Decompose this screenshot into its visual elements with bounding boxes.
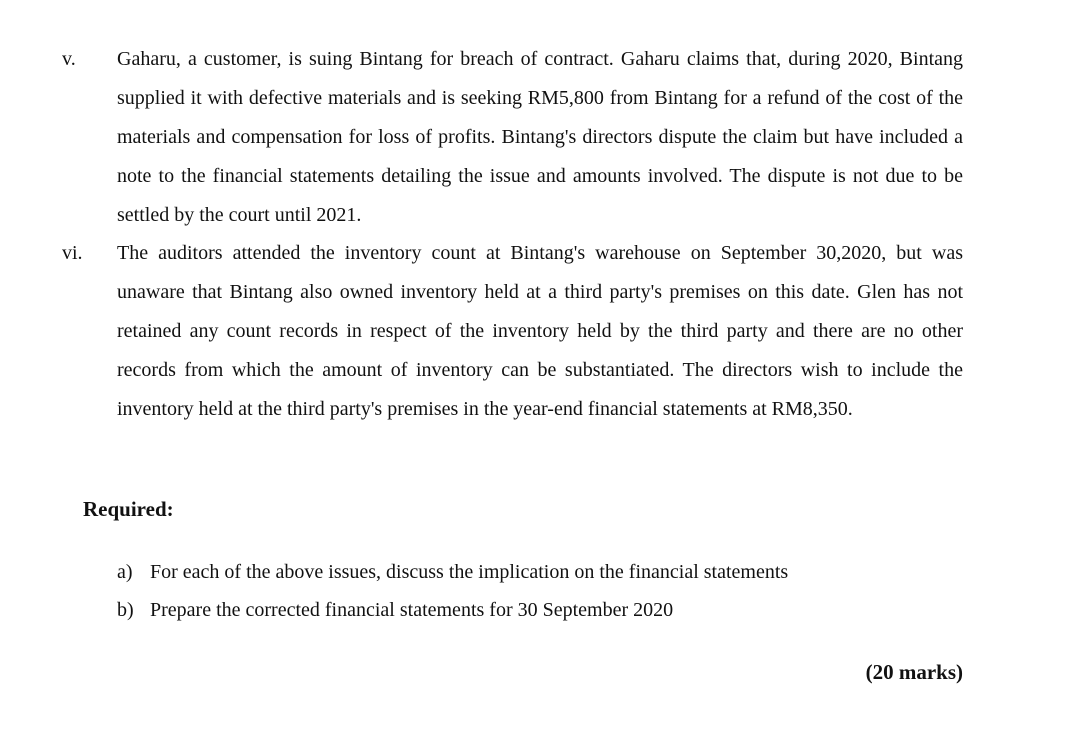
required-heading: Required: <box>83 497 174 521</box>
item-text: The auditors attended the inventory count at Bintang's warehouse on September 30,2020, but was unaware that Bintang also owned inventory held at a third party's premises on this date. Glen has not retained any count records in respect of the inventory held by the third party and there are no other records from which the amount of inventory can be substantiated. The directors wish to include the inventory held at the third party's premises in the year-end financial statements at RM8,350. <box>117 242 963 420</box>
task-a <box>117 557 788 587</box>
item-number: vi. <box>62 242 83 264</box>
task-b <box>117 595 673 625</box>
item-text: Gaharu, a customer, is suing Bintang for breach of contract. Gaharu claims that, during 2020, Bintang supplied it with defective materials and is seeking RM5,800 from Bintang for a refund of the cost of the materials and compensation for loss of profits. Bintang's directors dispute the claim but have included a note to the financial statements detailing the issue and amounts involved. The dispute is not due to be settled by the court until 2021. <box>117 48 963 226</box>
item-number: v. <box>62 48 76 70</box>
task-label: b) <box>117 599 134 621</box>
task-text: Prepare the corrected financial statements for 30 September 2020 <box>150 599 674 621</box>
task-text: For each of the above issues, discuss the implication on the financial statements <box>150 561 789 583</box>
marks-total: (20 marks) <box>865 660 963 684</box>
task-label: a) <box>117 561 133 583</box>
